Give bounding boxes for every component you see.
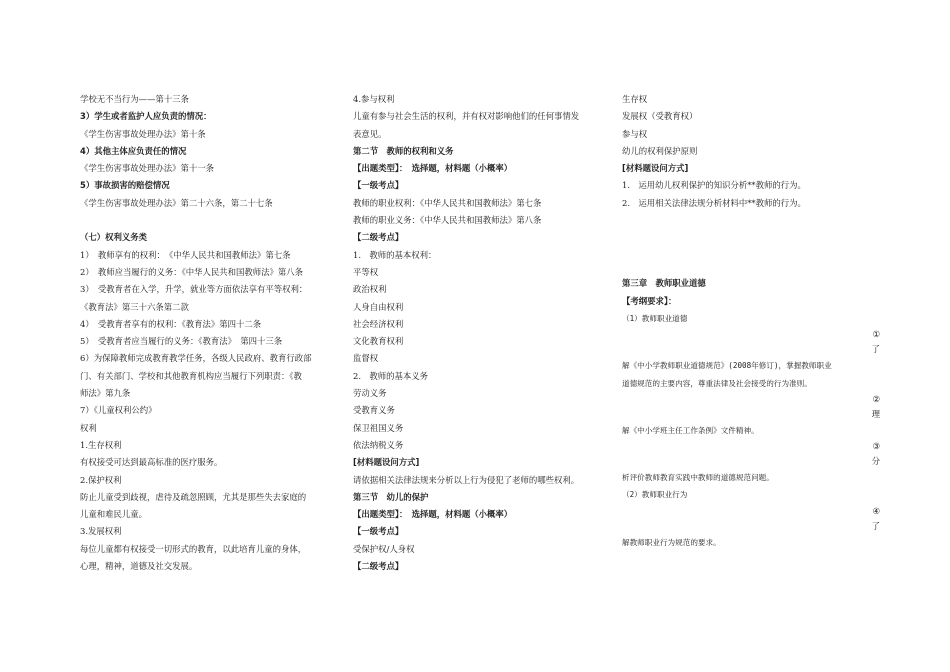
text-line: 劳动义务: [353, 388, 387, 399]
text-line: 5） 受教育者应当履行的义务：《教育法》 第四十三条: [80, 336, 283, 347]
text-line: 有权接受可达到最高标准的医疗服务。: [80, 457, 223, 468]
text-line: 受保护权/人身权: [353, 543, 415, 554]
section-heading: 第三节 幼儿的保护: [353, 491, 429, 502]
text-line: 防止儿童受到歧视，虐待及疏忽照顾，尤其是那些失去家庭的: [80, 491, 307, 502]
text-line: 表意见。: [353, 128, 387, 139]
text-line: 3.发展权利: [80, 526, 122, 537]
text-line: 1. 教师的基本权利：: [353, 249, 437, 260]
heading: 5）事故损害的赔偿情况: [80, 180, 170, 191]
text-line: 平等权: [353, 266, 379, 277]
chapter-heading: 第三章 教师职业道德: [622, 278, 706, 289]
text-line: 《学生伤害事故处理办法》第十一条: [80, 163, 214, 174]
text-line: 门、有关部门、学校和其他教育机构应当履行下列职责：《教: [80, 370, 302, 381]
text-line: 2.保护权利: [80, 474, 122, 485]
text-line: 3） 受教育者在入学，升学，就业等方面依法享有平等权利：: [80, 284, 308, 295]
text-line: 每位儿童都有权接受一切形式的教育，以此培育儿童的身体，: [80, 543, 307, 554]
text-line: 监督权: [353, 353, 379, 364]
text-line: 2） 教师应当履行的义务：《中华人民共和国教师法》第八条: [80, 266, 304, 277]
text-line: 4） 受教育者享有的权利：《教育法》第四十二条: [80, 318, 262, 329]
text-line: 保卫祖国义务: [353, 422, 404, 433]
text-line: 生存权: [622, 94, 648, 104]
text-line: 《学生伤害事故处理办法》第二十六条，第二十七条: [80, 197, 273, 208]
text-line: 道德规范的主要内容，尊重法律及社会接受的行为准则。: [622, 378, 812, 388]
text-line: 《学生伤害事故处理办法》第十条: [80, 128, 206, 139]
text-line: 6）为保障教师完成教育教学任务，各级人民政府、教育行政部: [80, 353, 312, 364]
spacer: [622, 212, 880, 258]
text-line: 《教育法》第三十六条第二款: [80, 301, 189, 312]
text-line: 受教育义务: [353, 405, 395, 416]
heading: 【一级考点】: [353, 526, 404, 537]
heading: 【出题类型】： 选择题，材料题（小概率）: [353, 509, 513, 520]
spacer: [622, 258, 880, 275]
text-line: 社会经济权利: [353, 318, 404, 329]
text-line: 1. 运用幼儿权利保护的知识分析**教师的行为。: [622, 180, 806, 191]
text-line: 依法纳税义务: [353, 439, 404, 450]
heading: 【考纲要求】：: [622, 295, 677, 306]
split-char: 分: [871, 456, 880, 467]
heading: [材料题设问方式]: [353, 457, 420, 468]
heading: 【二级考点】: [353, 232, 404, 243]
text-line: 教师的职业权利：《中华人民共和国教师法》第七条: [353, 197, 542, 208]
heading: 【一级考点】: [353, 180, 404, 191]
text-line: 儿童和难民儿童。: [80, 509, 147, 520]
text-line: 1.生存权利: [80, 439, 122, 450]
text-line: 学校无不当行为——第十三条: [80, 94, 189, 104]
text-line: 参与权: [622, 128, 648, 139]
text-line: 师法》第九条: [80, 388, 131, 399]
circled-number: ③: [872, 441, 880, 452]
heading: [材料题设问方式]: [622, 163, 689, 174]
text-line: 儿童有参与社会生活的权利，并有权对影响他们的任何事情发: [353, 111, 580, 122]
heading: 4）其他主体应负责任的情况: [80, 145, 187, 156]
text-line: 心理，精神，道德及社交发展。: [80, 561, 198, 572]
text-line: 1） 教师享有的权利： 《中华人民共和国教师法》第七条: [80, 249, 291, 260]
text-line: 教师的职业义务：《中华人民共和国教师法》第八条: [353, 215, 542, 226]
text-line: 2. 运用相关法律法规分析材料中**教师的行为。: [622, 197, 806, 208]
text-line: 2. 教师的基本义务: [353, 370, 428, 381]
text-line: 幼儿的权利保护原则: [622, 145, 698, 156]
text-line: 7）《儿童权利公约》: [80, 405, 157, 416]
heading: 3）学生或者监护人应负责的情况：: [80, 111, 212, 122]
spacer: [80, 212, 350, 229]
right-column: [622, 91, 880, 551]
circled-number: ④: [872, 505, 880, 516]
split-char: 理: [871, 408, 880, 419]
text-line: 发展权（受教育权）: [622, 111, 698, 122]
section-heading: （七）权利义务类: [80, 232, 147, 243]
text-line: 解教师职业行为规范的要求。: [622, 537, 721, 547]
text-line: 解《中小学教师职业道德规范》(2008年修订)，掌握教师职业: [622, 361, 832, 371]
text-line: （1）教师职业道德: [622, 313, 688, 323]
text-line: 政治权利: [353, 284, 387, 295]
section-heading: 第二节 教师的权利和义务: [353, 145, 454, 156]
text-line: 人身自由权利: [353, 301, 404, 312]
left-column: [80, 91, 350, 575]
text-line: 请依据相关法律法规来分析以上行为侵犯了老师的哪些权利。: [353, 474, 580, 485]
circled-number: ①: [872, 329, 880, 340]
text-line: （2）教师职业行为: [622, 490, 688, 500]
text-line: 4.参与权利: [353, 94, 395, 104]
split-char: 了: [871, 344, 880, 355]
text-line: 解《中小学班主任工作条例》文件精神。: [622, 425, 759, 435]
heading: 【二级考点】: [353, 561, 404, 572]
text-line: 文化教育权利: [353, 336, 404, 347]
text-line: 析评价教师教育实践中教师的道德规范问题。: [622, 473, 774, 483]
text-line: 权利: [80, 422, 97, 433]
heading: 【出题类型】： 选择题，材料题（小概率）: [353, 163, 513, 174]
middle-column: [353, 91, 603, 575]
split-char: 了: [871, 520, 880, 531]
circled-number: ②: [872, 393, 880, 404]
